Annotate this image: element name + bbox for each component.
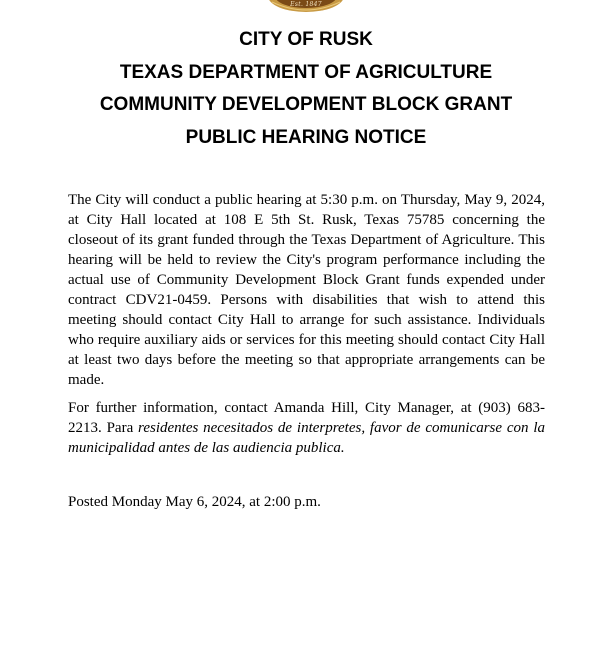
notice-body [68,190,545,458]
contact-paragraph [68,398,545,458]
posted-date: Posted Monday May 6, 2024, at 2:00 p.m. [68,494,321,510]
city-seal [268,0,344,16]
title-department: TEXAS DEPARTMENT OF AGRICULTURE [119,61,493,83]
seal-text: Est. 1847 [290,1,322,8]
hearing-paragraph: The City will conduct a public hearing at 5:30 p.m. on Thursday, May 9, 2024, at City Hall located at 108 E 5th St. Rusk, Texas 75785 concerning the closeout of its grant funded through the Texas Department of Agriculture. This hearing will be held to review the City's program performance including the actual use of Community Development Block Grant funds expended under contract CDV21-0459. Persons with disabilities that wish to attend this meeting should contact City Hall to arrange for such assistance. Individuals who require auxiliary aids or services for this meeting should contact City Hall at least two days before the meeting so that appropriate arrangements can be made. [68,192,545,388]
notice-header [0,28,612,158]
contact-text: For further information, contact Amanda Hill, City Manager, at (903) 683-2213. Para [68,400,545,436]
title-city: CITY OF RUSK [239,29,373,50]
title-notice: PUBLIC HEARING NOTICE [185,126,427,148]
title-program: COMMUNITY DEVELOPMENT BLOCK GRANT [99,94,513,115]
spanish-notice: residentes necesitados de interpretes, favor de comunicarse con la municipalidad antes de las audiencia publica. [68,420,545,456]
